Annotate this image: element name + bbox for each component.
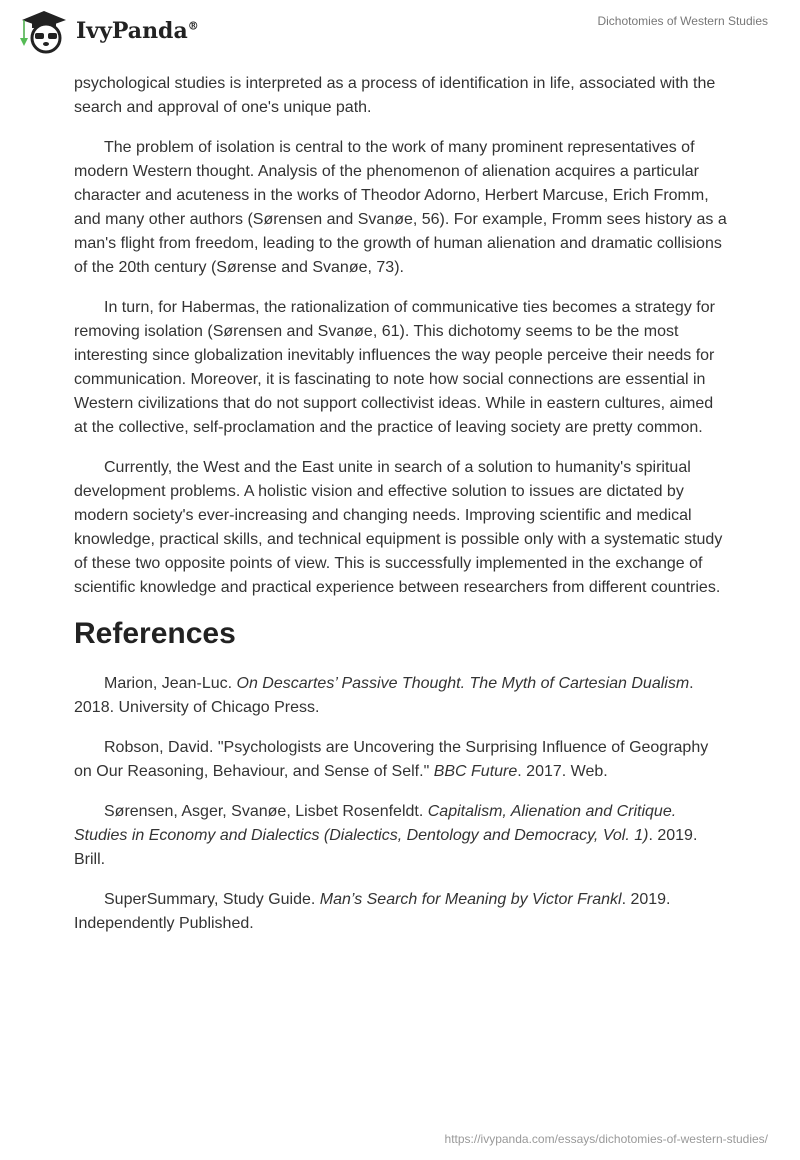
reference-details: . 2017. Web. <box>517 763 608 780</box>
reference-details: . 2019. Brill. <box>74 827 698 868</box>
panda-logo-icon <box>18 8 70 54</box>
reference-item <box>74 736 728 784</box>
logo-text: IvyPanda <box>76 18 188 44</box>
paragraph: In turn, for Habermas, the rationalization of communicative ties becomes a strategy for removing isolation (Sørensen and Svanøe, 61). This dichotomy seems to be the most interesting since globalization inevitably influences the way people perceive their needs for communication. Moreover, it is fascinating to note how social connections are essential in Western civilizations that do not support collectivist ideas. While in eastern cultures, aimed at the collective, self-proclamation and the practice of leaving society are pretty common. <box>74 299 715 436</box>
header <box>0 0 800 60</box>
paragraph: psychological studies is interpreted as a process of identification in life, associated with the search and approval of one's unique path. <box>74 75 716 116</box>
reference-title: BBC Future <box>433 763 518 780</box>
paragraph: Currently, the West and the East unite in search of a solution to humanity's spiritual development problems. A holistic vision and effective solution to issues are dictated by modern society's ever-increasing and changing needs. Improving scientific and medical knowledge, practical skills, and technical equipment is possible only with a systematic study of these two opposite points of view. This is successfully implemented in the exchange of scientific knowledge and practical experience between researchers from different countries. <box>74 459 723 596</box>
reference-title: Man’s Search for Meaning by Victor Frankl <box>319 891 622 908</box>
reference-item <box>74 672 728 720</box>
reference-details: . 2018. University of Chicago Press. <box>74 675 694 716</box>
reference-author: Marion, Jean-Luc. <box>104 675 237 692</box>
reference-author: SuperSummary, Study Guide. <box>104 891 320 908</box>
reference-item <box>74 800 728 872</box>
reference-details: . 2019. Independently Published. <box>74 891 671 932</box>
logo[interactable] <box>18 8 199 54</box>
document-title: Dichotomies of Western Studies <box>597 14 768 28</box>
reference-item <box>74 888 728 936</box>
paragraph: The problem of isolation is central to the work of many prominent representatives of modern Western thought. Analysis of the phenomenon of alienation acquires a particular character and acuteness in the works of Theodor Adorno, Herbert Marcuse, Erich Fromm, and many other authors (Sørensen and Svanøe, 56). For example, Fromm sees history as a man's flight from freedom, leading to the growth of human alienation and dramatic collisions of the 20th century (Sørense and Svanøe, 73). <box>74 139 727 276</box>
source-url[interactable]: https://ivypanda.com/essays/dichotomies-of-western-studies/ <box>444 1132 768 1146</box>
reference-author: Robson, David. "Psychologists are Uncovering the Surprising Influence of Geography on Our Reasoning, Behaviour, and Sense of Self." <box>74 739 709 780</box>
reference-title: On Descartes’ Passive Thought. The Myth of Cartesian Dualism <box>236 675 690 692</box>
references-heading: References <box>74 617 236 650</box>
reference-author: Sørensen, Asger, Svanøe, Lisbet Rosenfeldt. <box>104 803 428 820</box>
registered-mark: ® <box>187 19 199 33</box>
essay-content <box>74 72 728 952</box>
reference-title: Capitalism, Alienation and Critique. Studies in Economy and Dialectics (Dialectics, Dentology and Democracy, Vol. 1) <box>74 803 677 844</box>
